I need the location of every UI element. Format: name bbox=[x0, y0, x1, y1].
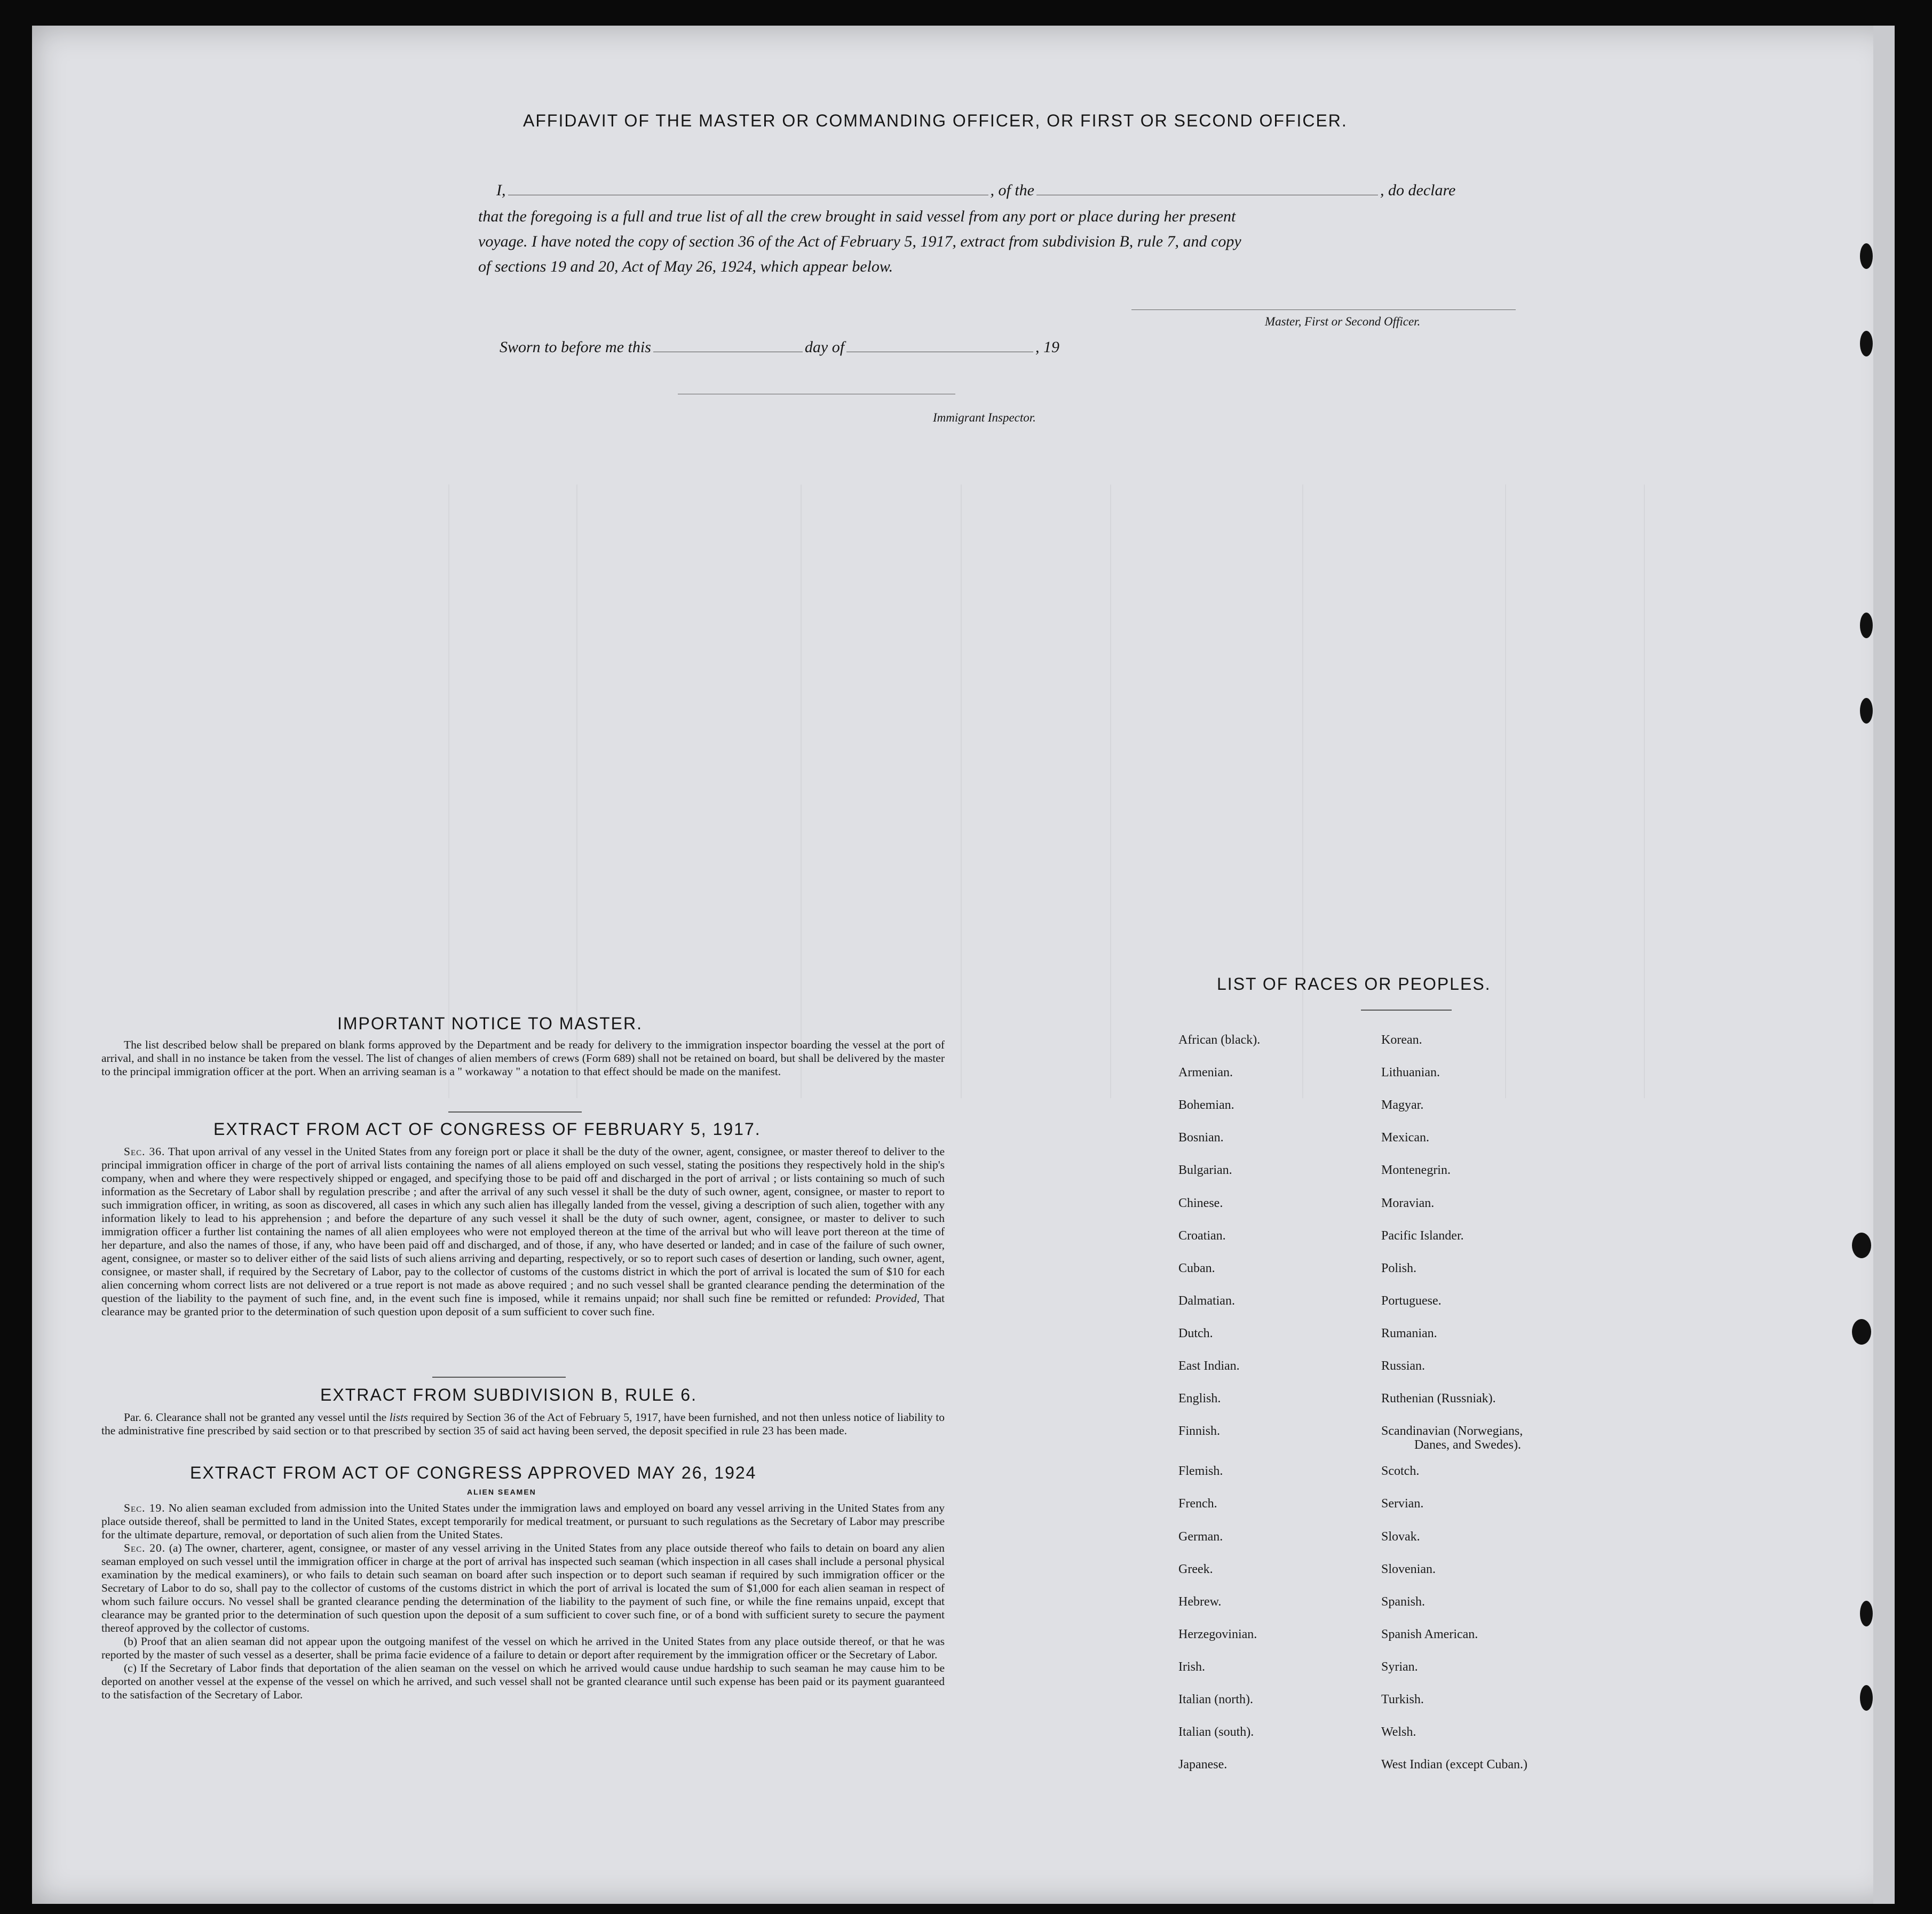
affidavit-of-the: , of the bbox=[990, 181, 1034, 199]
extract-1924-body bbox=[101, 1502, 945, 1702]
notice-paragraph: The list described below shall be prepared on blank forms approved by the Department and be ready for delivery to the immigration inspector boarding the vessel at the port of arrival, and shall in no instance be taken from the vessel. The list of changes of alien members of crews (Form 689) shall not be retained on board, but shall be delivered by the master to the principal immigration officer at the port. When an arriving seaman is a " workaway " a notation to that effect should be made on the manifest. bbox=[101, 1038, 945, 1078]
race-item: Magyar. bbox=[1381, 1098, 1424, 1113]
binder-hole bbox=[1860, 613, 1873, 638]
race-item: Bohemian. bbox=[1178, 1098, 1234, 1113]
race-item: Turkish. bbox=[1381, 1693, 1424, 1706]
binder-hole bbox=[1860, 331, 1873, 356]
bleed-through-rule bbox=[1302, 485, 1303, 1098]
sec-20a-paragraph bbox=[101, 1542, 945, 1635]
sec-20c-paragraph: (c) If the Secretary of Labor finds that deportation of the alien seaman on the vessel on which he arrived would cause undue hardship to such seaman he may cause him to be deported on another vessel at the expense of the vessel on which he arrived, and such vessel shall not be granted clearance until such expense has been paid or its payment guaranteed to the satisfaction of the Secretary of Labor. bbox=[101, 1662, 945, 1701]
sec-19-paragraph bbox=[101, 1502, 945, 1542]
sec-36-proviso-word: Provided, bbox=[875, 1292, 920, 1305]
extract-rule6-body bbox=[101, 1411, 945, 1438]
sec-20b-paragraph: (b) Proof that an alien seaman did not appear upon the outgoing manifest of the vessel on which he arrived in the United States from any place outside thereof, or that he was reported by the master of such vessel as a deserter, shall be prima facie evidence of a failure to detain or deport after requirement by the immigration officer or the Secretary of Labor. bbox=[101, 1635, 945, 1661]
race-item: Armenian. bbox=[1178, 1066, 1233, 1080]
bleed-through-rule bbox=[1644, 485, 1645, 1098]
affidavit-title: AFFIDAVIT OF THE MASTER OR COMMANDING OFFICER, OR FIRST OR SECOND OFFICER. bbox=[523, 111, 1348, 130]
par-6-text-a: Clearance shall not be granted any vessel until the bbox=[156, 1411, 387, 1424]
section-divider bbox=[448, 1111, 582, 1113]
binder-hole bbox=[1860, 243, 1873, 269]
race-item: Moravian. bbox=[1381, 1196, 1435, 1210]
race-item: Polish. bbox=[1381, 1261, 1417, 1275]
race-item: Portuguese. bbox=[1381, 1293, 1442, 1308]
race-item: Scandinavian (Norwegians, bbox=[1381, 1424, 1523, 1439]
race-item: Servian. bbox=[1381, 1497, 1424, 1511]
race-item: Slovenian. bbox=[1381, 1562, 1436, 1576]
race-item: Russian. bbox=[1381, 1359, 1426, 1373]
binder-hole bbox=[1860, 1601, 1873, 1626]
sec-36-label: Sec. 36. bbox=[124, 1145, 165, 1158]
sec-36-paragraph bbox=[101, 1145, 945, 1319]
race-item: Italian (north). bbox=[1178, 1693, 1253, 1706]
sworn-day-of: day of bbox=[804, 338, 845, 356]
race-item: French. bbox=[1178, 1497, 1217, 1511]
race-item: Slovak. bbox=[1381, 1529, 1420, 1544]
extract-1924-title: EXTRACT FROM ACT OF CONGRESS APPROVED MAY 26, 1924 bbox=[190, 1463, 757, 1482]
sec-20-label: Sec. 20. bbox=[124, 1542, 166, 1554]
extract-rule6-title: EXTRACT FROM SUBDIVISION B, RULE 6. bbox=[320, 1385, 697, 1404]
race-item: West Indian (except Cuban.) bbox=[1381, 1758, 1527, 1772]
affidavit-line-3: voyage. I have noted the copy of section 36 of the Act of February 5, 1917, extract from subdivision B, rule 7, and copy bbox=[478, 233, 1241, 250]
race-item: Greek. bbox=[1178, 1562, 1213, 1576]
binder-hole bbox=[1860, 698, 1873, 724]
sec-19-label: Sec. 19. bbox=[124, 1502, 165, 1514]
race-item: Finnish. bbox=[1178, 1424, 1221, 1439]
race-item: Japanese. bbox=[1178, 1758, 1228, 1772]
affidavit-do-declare: , do declare bbox=[1380, 181, 1456, 199]
sec-20a-text: (a) The owner, charterer, agent, consignee, or master of any vessel arriving in the United States from any place outside thereof who fails to detain on board any alien seaman employed on such vessel until the immigration officer in charge at the port of arrival has inspected such seaman (which inspection in all cases shall include a personal physical examination by the medical examiners), or who fails to detain such seaman on board after such inspection or to deport such seaman if required by such immigration officer or the Secretary of Labor to do so, shall pay to the collector of customs of the customs district in which the port of arrival is located the sum of $1,000 for each alien seaman in respect of whom such failure occurs. No vessel shall be granted clearance pending the determination of the liability to the payment of such fine, or while the fine remains unpaid, except that clearance may be granted prior to the determination of such question upon the deposit of a sum sufficient to cover such fine, or of a bond with sufficient surety to secure the payment thereof approved by the collector of customs. bbox=[101, 1542, 945, 1634]
sec-36-proviso: That clearance may be granted prior to the determination of such question upon deposit of a sum sufficient to cover such fine. bbox=[101, 1292, 945, 1318]
master-signature-line[interactable] bbox=[1131, 309, 1516, 310]
race-item: Pacific Islander. bbox=[1381, 1228, 1464, 1243]
race-item: Dalmatian. bbox=[1178, 1293, 1235, 1308]
race-item: Lithuanian. bbox=[1381, 1066, 1440, 1080]
race-item: Spanish. bbox=[1381, 1594, 1426, 1609]
document-sheet bbox=[32, 26, 1895, 1904]
race-item: Dutch. bbox=[1178, 1326, 1213, 1340]
section-divider bbox=[432, 1377, 566, 1378]
notice-body bbox=[101, 1038, 945, 1078]
race-item: Mexican. bbox=[1381, 1131, 1429, 1145]
affidavit-line-2: that the foregoing is a full and true list of all the crew brought in said vessel from any port or place during her present bbox=[478, 208, 1236, 225]
race-item: Montenegrin. bbox=[1381, 1163, 1451, 1178]
binder-hole bbox=[1852, 1319, 1871, 1345]
bleed-through-rule bbox=[448, 485, 449, 1098]
affidavit-i: I, bbox=[496, 181, 506, 199]
race-item: English. bbox=[1178, 1392, 1221, 1406]
race-item: Rumanian. bbox=[1381, 1326, 1437, 1340]
binder-hole bbox=[1852, 1233, 1871, 1258]
race-item: Ruthenian (Russniak). bbox=[1381, 1392, 1496, 1406]
race-item: Flemish. bbox=[1178, 1464, 1223, 1479]
race-item: Syrian. bbox=[1381, 1659, 1418, 1674]
par-6-text-b: required by Section 36 of the Act of February 5, 1917, have been furnished, and not then unless notice of liability to the administrative fine prescribed by said section or to that prescribed by section 35 of said act having been served, the deposit specified in rule 23 has been made. bbox=[101, 1411, 945, 1437]
sworn-year-prefix: , 19 bbox=[1035, 338, 1060, 356]
bleed-through-rule bbox=[961, 485, 962, 1098]
par-6-paragraph bbox=[101, 1411, 945, 1438]
affidavit-line-1 bbox=[496, 181, 1455, 200]
inspector-caption: Immigrant Inspector. bbox=[933, 411, 1036, 424]
race-item: Scotch. bbox=[1381, 1464, 1420, 1479]
bleed-through-rule bbox=[576, 485, 577, 1098]
extract-1917-body bbox=[101, 1145, 945, 1319]
race-item: Italian (south). bbox=[1178, 1725, 1254, 1740]
notice-title: IMPORTANT NOTICE TO MASTER. bbox=[337, 1014, 643, 1033]
extract-1917-title: EXTRACT FROM ACT OF CONGRESS OF FEBRUARY 5, 1917. bbox=[213, 1119, 761, 1139]
race-item: Cuban. bbox=[1178, 1261, 1215, 1275]
race-item: Irish. bbox=[1178, 1659, 1205, 1674]
affidavit-line-4: of sections 19 and 20, Act of May 26, 1924, which appear below. bbox=[478, 258, 893, 275]
races-title: LIST OF RACES OR PEOPLES. bbox=[1217, 974, 1491, 994]
sworn-prefix: Sworn to before me this bbox=[500, 338, 651, 356]
race-item: Croatian. bbox=[1178, 1228, 1226, 1243]
race-item: Welsh. bbox=[1381, 1725, 1416, 1740]
race-item: East Indian. bbox=[1178, 1359, 1240, 1373]
race-item: German. bbox=[1178, 1529, 1223, 1544]
par-6-lists-word: lists bbox=[389, 1411, 408, 1424]
race-item: African (black). bbox=[1178, 1033, 1261, 1047]
alien-seamen-subtitle: ALIEN SEAMEN bbox=[467, 1488, 536, 1496]
binder-hole bbox=[1860, 1685, 1873, 1711]
sworn-line bbox=[500, 338, 1059, 356]
page-edge-shadow bbox=[1873, 26, 1895, 1904]
par-6-label: Par. 6. bbox=[124, 1411, 153, 1424]
bleed-through-rule bbox=[1110, 485, 1111, 1098]
race-item: Chinese. bbox=[1178, 1196, 1223, 1210]
race-item: Bosnian. bbox=[1178, 1131, 1224, 1145]
race-item: Spanish American. bbox=[1381, 1627, 1478, 1641]
race-item: Korean. bbox=[1381, 1033, 1422, 1047]
races-divider bbox=[1361, 1010, 1452, 1011]
race-item: Herzegovinian. bbox=[1178, 1627, 1257, 1641]
sec-36-text: That upon arrival of any vessel in the United States from any foreign port or place it shall be the duty of the owner, agent, consignee, or master thereof to deliver to the principal immigration officer in charge of the port of arrival lists containing the names of all aliens employed on such vessel, stating the positions they respectively hold in the ship's company, when and where they were respectively shipped or engaged, and specifying those to be paid off and discharged in the port of arrival ; or lists containing so much of such information as the Secretary of Labor shall by regulation prescribe ; and after the arrival of any such vessel it shall be the duty of such owner, agent, consignee, or master to report to such immigration officer, in writing, as soon as discovered, all cases in which any such alien has illegally landed from the vessel, giving a description of such alien, together with any information likely to lead to his apprehension ; and before the departure of any such vessel it shall be the duty of such owner, agent, consignee, or master to deliver to such immigration officer a further list containing the names of all alien employees who were not employed thereon at the time of the arrival but who will leave port thereon at the time of her departure, and also the names of those, if any, who have been paid off and discharged, and of those, if any, who have deserted or landed; and in case of the failure of such owner, agent, consignee, or master so to deliver either of the said lists of such aliens arriving and departing, respectively, or so to report such cases of desertion or landing, such owner, agent, consignee, or master shall, if required by the Secretary of Labor, pay to the collector of customs of the customs district in which the port of arrival is located the sum of $10 for each alien concerning whom correct lists are not delivered or a true report is not made as above required ; and no such vessel shall be granted clearance pending the determination of the question of the liability to the payment of such fine, and, in the event such fine is imposed, while it remains unpaid; nor shall such fine be remitted or refunded: bbox=[101, 1145, 945, 1305]
race-item: Bulgarian. bbox=[1178, 1163, 1232, 1178]
race-item: Hebrew. bbox=[1178, 1594, 1222, 1609]
master-caption: Master, First or Second Officer. bbox=[1265, 315, 1421, 328]
bleed-through-rule bbox=[801, 485, 802, 1098]
race-item-continuation: Danes, and Swedes). bbox=[1414, 1438, 1521, 1452]
bleed-through-rule bbox=[1505, 485, 1506, 1098]
sec-19-text: No alien seaman excluded from admission into the United States under the immigration laws and employed on board any vessel arriving in the United States from any place outside thereof, shall be permitted to land in the United States, except temporarily for medical treatment, or pursuant to such regulations as the Secretary of Labor may prescribe for the ultimate departure, removal, or deportation of such alien from the United States. bbox=[101, 1502, 945, 1541]
